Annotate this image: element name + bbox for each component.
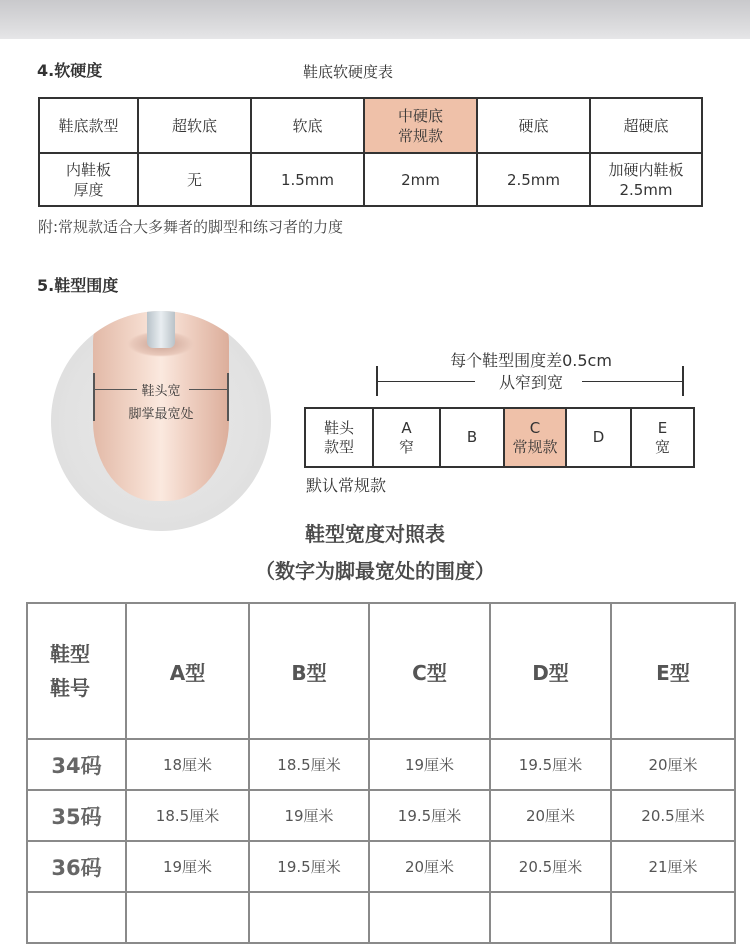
column-header-a: A型 [126, 603, 249, 739]
width-table-header-row [27, 603, 735, 739]
hardness-table [38, 97, 703, 207]
hardness-header-row [39, 98, 702, 153]
cell-regular-label: 常规款 [397, 126, 443, 145]
hardness-table-title: 鞋底软硬度表 [303, 63, 394, 81]
width-cell: 20.5厘米 [611, 790, 735, 841]
ball-width-label: 脚掌最宽处 [128, 407, 194, 422]
cell-medium-hard-highlight [364, 98, 477, 153]
corner-size-label: 鞋号 [50, 676, 90, 700]
width-cell: 19厘米 [249, 790, 369, 841]
cell-sole-type: 鞋底款型 [39, 98, 138, 153]
width-cell: 18厘米 [126, 739, 249, 790]
corner-cell [27, 603, 126, 739]
value-super-soft: 无 [138, 153, 251, 206]
width-type-table [304, 407, 695, 468]
column-header-c: C型 [369, 603, 490, 739]
width-cell: 19厘米 [369, 739, 490, 790]
width-type-row [305, 408, 694, 467]
cell-insole-thickness [39, 153, 138, 206]
width-cell: 19厘米 [126, 841, 249, 892]
size-cell: 36码 [27, 841, 126, 892]
width-cell: 19.5厘米 [369, 790, 490, 841]
type-a-desc: 窄 [398, 437, 414, 456]
type-e-cell [631, 408, 694, 467]
type-b-cell: B [440, 408, 504, 467]
value-super-hard-line2: 2.5mm [619, 180, 673, 199]
width-cell: 20厘米 [369, 841, 490, 892]
section-heading-hardness: 4.软硬度 [37, 61, 103, 80]
type-label-line2: 款型 [323, 437, 354, 456]
cell-soft: 软底 [251, 98, 364, 153]
value-medium-hard: 2mm [364, 153, 477, 206]
type-c-cell-highlight [504, 408, 566, 467]
type-label-line1: 鞋头 [323, 418, 354, 437]
shoe-toe-image [51, 311, 271, 531]
width-cell: 20厘米 [490, 790, 611, 841]
width-cell: 18.5厘米 [249, 739, 369, 790]
width-cell: 19.5厘米 [249, 841, 369, 892]
width-cell: 21厘米 [611, 841, 735, 892]
column-header-b: B型 [249, 603, 369, 739]
type-c-desc: 常规款 [512, 437, 558, 456]
insole-label-line1: 内鞋板 [65, 160, 111, 179]
cell-medium-hard-label: 中硬底 [397, 106, 443, 125]
value-hard: 2.5mm [477, 153, 590, 206]
width-cell: 19.5厘米 [490, 739, 611, 790]
value-super-hard [590, 153, 702, 206]
table-row-partial [27, 892, 735, 943]
type-d-cell: D [566, 408, 631, 467]
size-cell: 34码 [27, 739, 126, 790]
toe-width-label: 鞋头宽 [141, 384, 181, 399]
width-cell: 20厘米 [611, 739, 735, 790]
type-e-desc: 宽 [654, 437, 670, 456]
insole-label-line2: 厚度 [73, 180, 104, 199]
column-header-d: D型 [490, 603, 611, 739]
width-difference-label: 每个鞋型围度差0.5cm [450, 351, 612, 370]
type-c-letter: C [529, 418, 541, 437]
type-a-cell [373, 408, 440, 467]
width-cell: 18.5厘米 [126, 790, 249, 841]
section-heading-width: 5.鞋型围度 [37, 276, 119, 295]
width-cell: 20.5厘米 [490, 841, 611, 892]
table-row [27, 841, 735, 892]
type-a-letter: A [401, 418, 412, 437]
default-regular-note: 默认常规款 [306, 476, 387, 495]
table-row [27, 739, 735, 790]
cell-super-hard: 超硬底 [590, 98, 702, 153]
table-row [27, 790, 735, 841]
type-label-cell [305, 408, 373, 467]
cell-hard: 硬底 [477, 98, 590, 153]
size-cell: 35码 [27, 790, 126, 841]
type-e-letter: E [657, 418, 668, 437]
shoe-ribbon [147, 311, 175, 348]
width-chart-subtitle: （数字为脚最宽处的围度） [255, 559, 495, 583]
top-banner-strip [0, 0, 750, 39]
corner-type-label: 鞋型 [50, 642, 90, 666]
column-header-e: E型 [611, 603, 735, 739]
value-soft: 1.5mm [251, 153, 364, 206]
value-super-hard-line1: 加硬内鞋板 [608, 160, 684, 179]
hardness-note: 附:常规款适合大多舞者的脚型和练习者的力度 [38, 218, 344, 236]
cell-super-soft: 超软底 [138, 98, 251, 153]
hardness-value-row [39, 153, 702, 206]
width-chart-title: 鞋型宽度对照表 [305, 522, 445, 546]
width-comparison-table [26, 602, 736, 944]
narrow-to-wide-label: 从窄到宽 [498, 373, 563, 392]
